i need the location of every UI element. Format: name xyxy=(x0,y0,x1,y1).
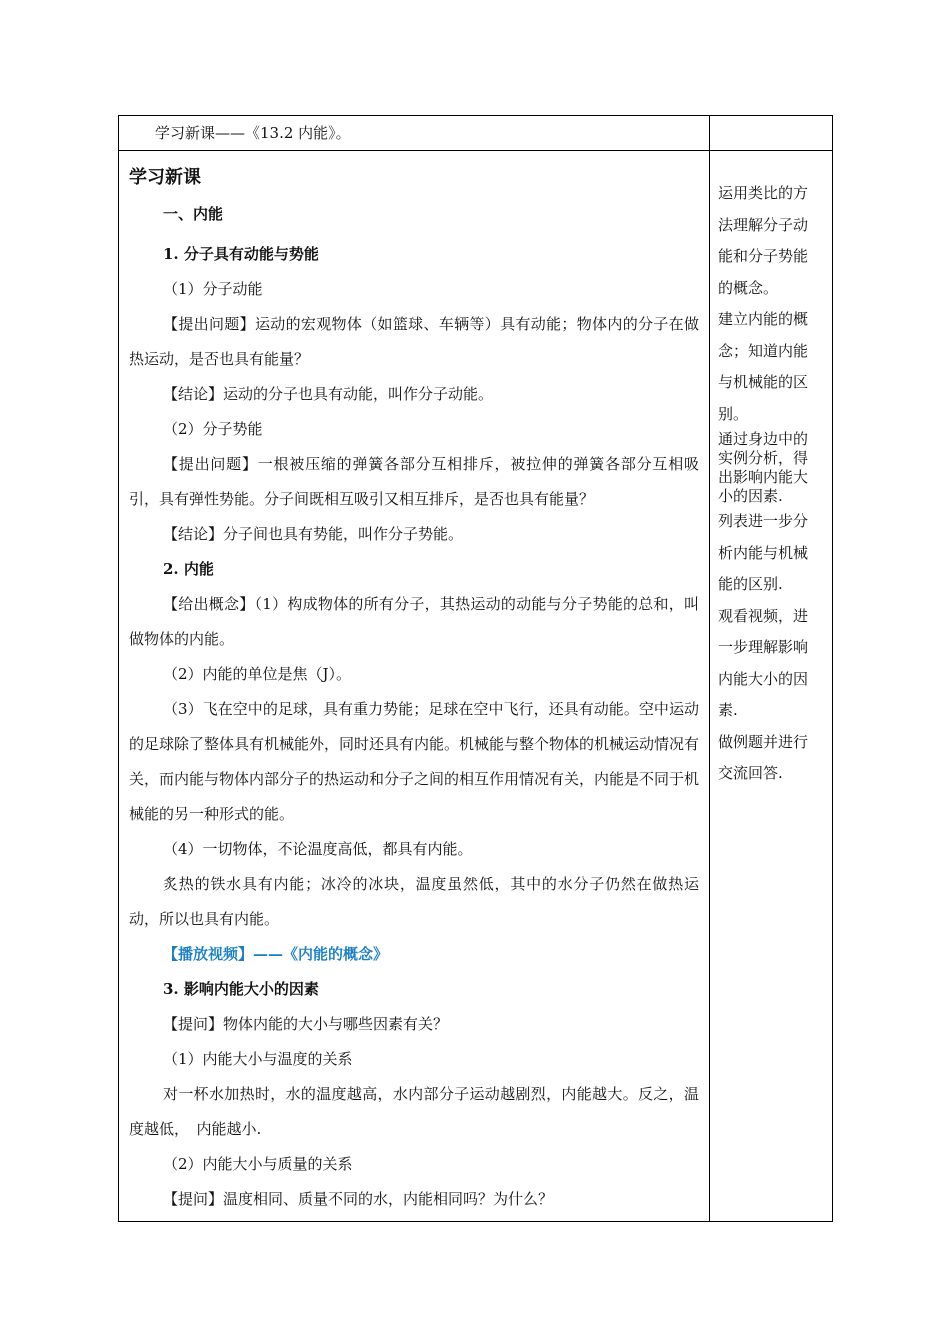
lesson-plan-table xyxy=(118,115,833,1222)
video-link[interactable]: 【播放视频】——《内能的概念》 xyxy=(163,945,389,963)
section-title: 学习新课 xyxy=(129,167,201,188)
paragraph: 【给出概念】（1）构成物体的所有分子，其热运动的动能与分子势能的总和，叫做物体的内能。 xyxy=(129,595,699,648)
intro-row xyxy=(119,116,833,151)
intro-cell xyxy=(119,116,710,151)
side-flow xyxy=(710,151,832,790)
heading: 1. 分子具有动能与势能 xyxy=(163,245,319,263)
main-flow xyxy=(129,203,699,1217)
intro-text: 学习新课——《13.2 内能》。 xyxy=(155,124,351,142)
paragraph: （2）内能大小与质量的关系 xyxy=(163,1155,353,1173)
paragraph: 对一杯水加热时，水的温度越高，水内部分子运动越剧烈，内能越大。反之，温度越低， 内能越小. xyxy=(129,1085,699,1138)
heading: 3. 影响内能大小的因素 xyxy=(163,980,319,998)
side-note: 运用类比的方法理解分子动能和分子势能的概念。 xyxy=(718,184,809,297)
side-notes-cell xyxy=(710,151,833,1222)
paragraph: （2）分子势能 xyxy=(163,420,263,438)
content-row xyxy=(119,151,833,1222)
paragraph: 【提出问题】运动的宏观物体（如篮球、车辆等）具有动能；物体内的分子在做热运动，是否也具有能量？ xyxy=(129,315,699,368)
side-note: 做例题并进行交流回答. xyxy=(718,732,809,782)
paragraph: （1）内能大小与温度的关系 xyxy=(163,1050,353,1068)
paragraph: （1）分子动能 xyxy=(163,280,263,298)
paragraph: 炙热的铁水具有内能；冰冷的冰块，温度虽然低，其中的水分子仍然在做热运动，所以也具有内能。 xyxy=(129,875,699,928)
side-note: 建立内能的概念；知道内能与机械能的区别。 xyxy=(718,310,809,423)
heading: 一、内能 xyxy=(163,205,224,223)
side-note: 列表进一步分析内能与机械能的区别. xyxy=(718,512,809,593)
paragraph: （4）一切物体，不论温度高低，都具有内能。 xyxy=(163,840,473,858)
paragraph: 【提问】温度相同、质量不同的水，内能相同吗？为什么？ xyxy=(163,1190,554,1208)
side-note: 观看视频，进一步理解影响内能大小的因素. xyxy=(718,606,809,719)
paragraph: 【结论】运动的分子也具有动能，叫作分子动能。 xyxy=(163,385,494,403)
intro-side-cell xyxy=(710,116,833,151)
side-note: 通过身边中的实例分析，得出影响内能大小的因素. xyxy=(718,430,809,505)
main-content-cell xyxy=(119,151,710,1222)
paragraph: 【提问】物体内能的大小与哪些因素有关？ xyxy=(163,1015,449,1033)
heading: 2. 内能 xyxy=(163,560,214,578)
paragraph: 【提出问题】一根被压缩的弹簧各部分互相排斥，被拉伸的弹簧各部分互相吸引，具有弹性势能。分子间既相互吸引又相互排斥，是否也具有能量？ xyxy=(129,455,699,508)
paragraph: （2）内能的单位是焦（J）。 xyxy=(163,665,352,683)
paragraph: 【结论】分子间也具有势能，叫作分子势能。 xyxy=(163,525,464,543)
paragraph: （3）飞在空中的足球，具有重力势能；足球在空中飞行，还具有动能。空中运动的足球除了整体具有机械能外，同时还具有内能。机械能与整个物体的机械运动情况有关，而内能与物体内部分子的热运动和分子之间的相互作用情况有关，内能是不同于机械能的另一种形式的能。 xyxy=(129,700,700,823)
